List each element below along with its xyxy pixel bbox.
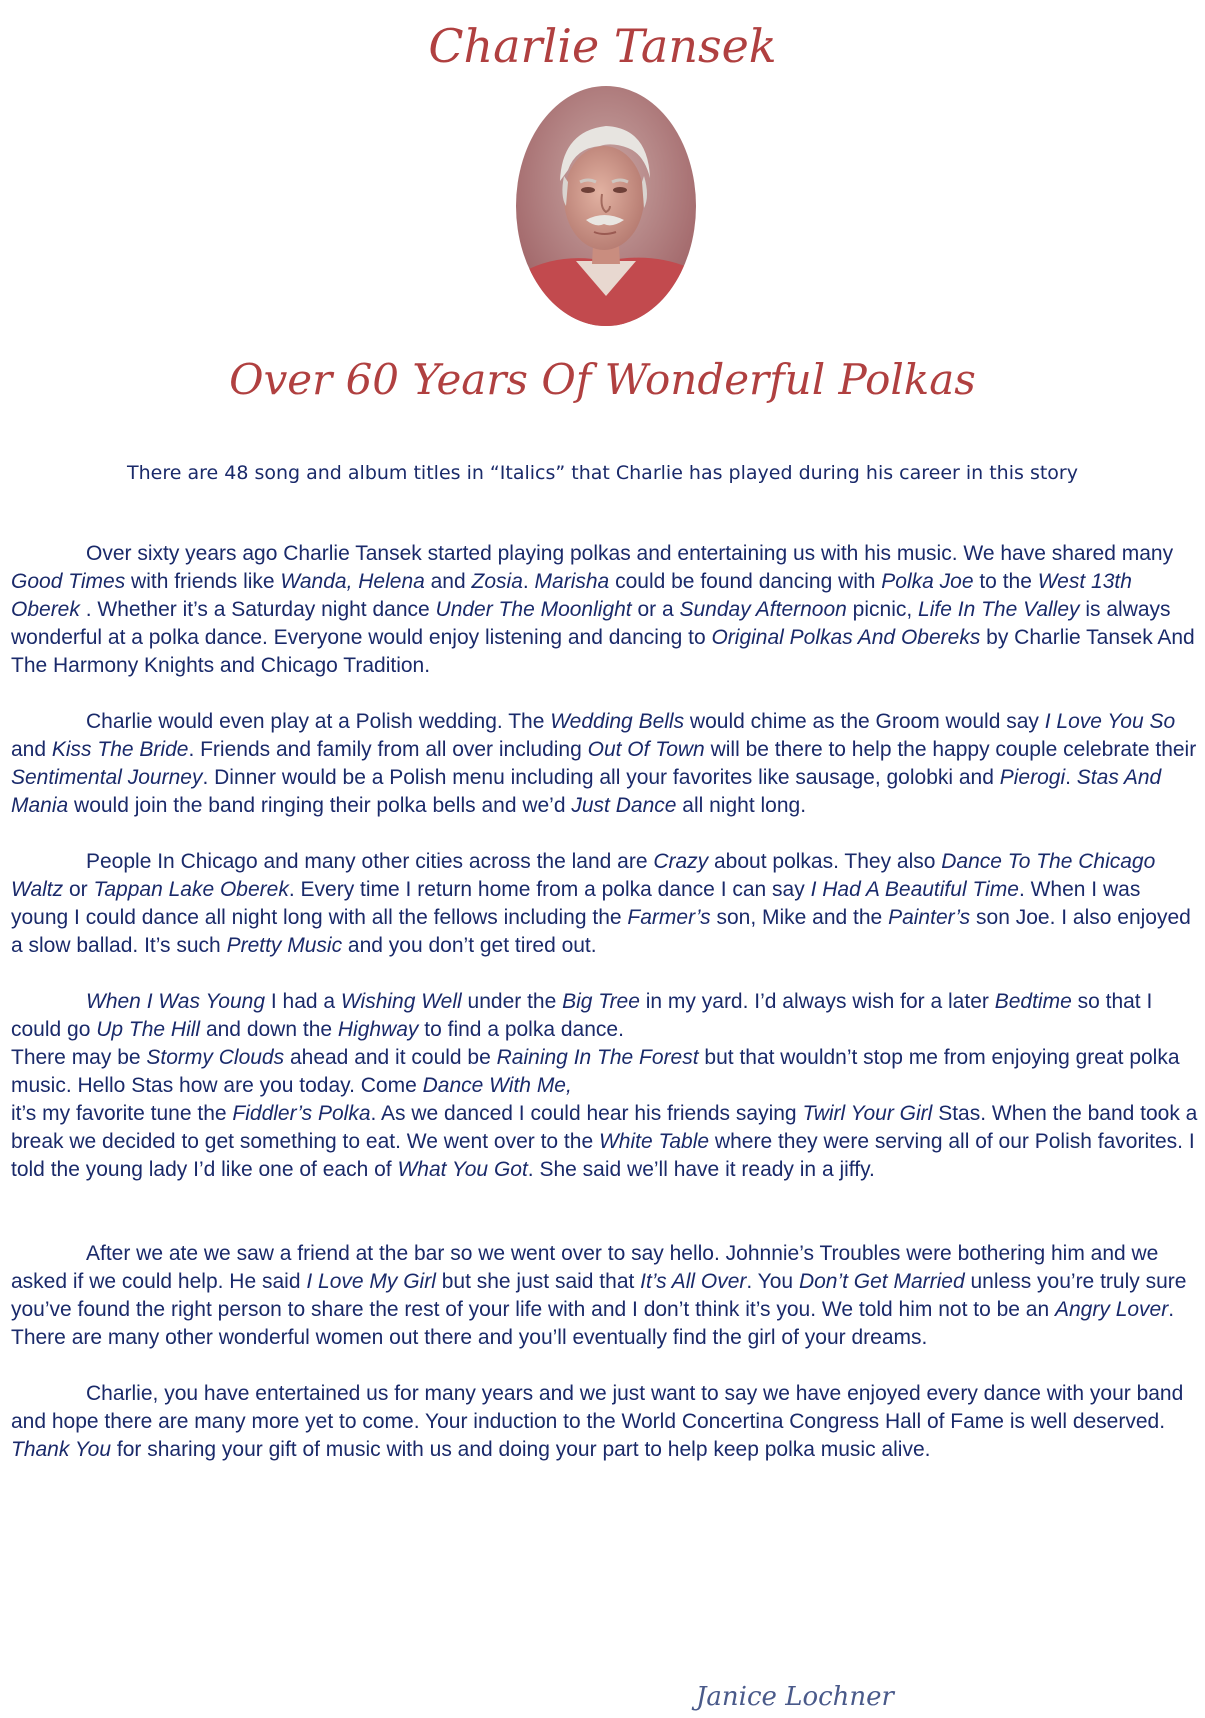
song-title: Good Times [11,570,126,593]
story-text: but she just said that [435,1270,641,1293]
song-title: Dance To The Chicago Waltz [11,850,1156,901]
song-title: Original Polkas And Obereks [711,626,981,649]
story-text: with friends like [125,570,281,593]
story-text: Charlie, you have entertained us for many years and we just want to say we have enjoyed every dance with your band and hope there are many more yet to come. Your induction to the World Concertina Congress Hall of Fame is well deserved. [11,1382,1184,1433]
story-text: and [424,570,472,593]
story-paragraph [11,988,1201,1184]
story-text: . Every time I return home from a polka dance I can say [288,878,811,901]
song-title: Kiss The Bride [51,738,189,761]
portrait-photo [516,86,696,326]
story-text: where they were serving all of our Polish favorites. I told the young lady I’d like one of each of [11,1130,1195,1181]
story-text: in my yard. I’d always wish for a later [639,990,995,1013]
song-title: West 13th Oberek [11,570,1132,621]
song-title: Bedtime [994,990,1072,1013]
story-paragraph [11,848,1201,960]
song-title: Wedding Bells [550,710,685,733]
story-text: so that I could go [11,990,1153,1041]
story-text: . [522,570,535,593]
song-title: Big Tree [562,990,640,1013]
song-title: It’s All Over [640,1270,747,1293]
song-title: Up The Hill [96,1018,201,1041]
story-text: is always wonderful at a polka dance. Everyone would enjoy listening and dancing to [11,598,1171,649]
story-text: ahead and it could be [284,1046,497,1069]
song-title: Wishing Well [340,990,462,1013]
story-text: about polkas. They also [708,850,942,873]
song-title: Marisha [534,570,610,593]
story-text: Stas. When the band took a break we decided to get something to eat. We went over to the [11,1102,1198,1153]
song-title: Zosia [471,570,523,593]
song-title: Stormy Clouds [146,1046,285,1069]
song-title: I Love You So [1044,710,1176,733]
story-text: son, Mike and the [710,906,889,929]
story-paragraph [11,708,1201,820]
song-title: Farmer’s [627,906,711,929]
story-text: . Whether it’s a Saturday night dance [79,598,436,621]
song-title: Dance With Me, [422,1074,572,1097]
song-title: Tappan Lake Oberek [93,878,289,901]
story-text: or a [631,598,680,621]
song-title: Polka Joe [881,570,974,593]
song-title: Painter’s [888,906,971,929]
story-text: . She said we’ll have it ready in a jiffy. [527,1158,875,1181]
story-paragraph [11,1240,1201,1352]
signature: Janice Lochner [696,1682,894,1712]
song-title: Crazy [653,850,709,873]
story-text: After we ate we saw a friend at the bar so we went over to say hello. Johnnie’s Troubles were bothering him and we asked if we could help. He said [11,1242,1159,1293]
song-title: I Love My Girl [306,1270,436,1293]
story-text: . You [746,1270,799,1293]
story-text: it’s my favorite tune the [11,1102,233,1125]
story-text: but that wouldn’t stop me from enjoying great polka music. Hello Stas how are you today. Come [11,1046,1180,1097]
story-text: by Charlie Tansek And The Harmony Knights and Chicago Tradition. [11,626,1195,677]
song-title: Life In The Valley [918,598,1080,621]
story-text: . Friends and family from all over including [188,738,588,761]
story-text: . [1065,766,1077,789]
story-text: would chime as the Groom would say [684,710,1045,733]
story-text: and you don’t get tired out. [342,934,597,957]
story-text: . Dinner would be a Polish menu including all your favorites like sausage, golobki and [202,766,1000,789]
story-text: . There are many other wonderful women out there and you’ll eventually find the girl of your dreams. [11,1298,1175,1349]
story-body [11,540,1201,1464]
story-text: Over sixty years ago Charlie Tansek started playing polkas and entertaining us with his music. We have shared many [86,542,1174,565]
story-text: for sharing your gift of music with us and doing your part to help keep polka music alive. [111,1438,931,1461]
italics-note: There are 48 song and album titles in “Italics” that Charlie has played during his career in this story [127,462,1078,484]
story-text: and [11,738,52,761]
story-text: People In Chicago and many other cities across the land are [86,850,654,873]
song-title: What You Got [397,1158,528,1181]
song-title: Stas And Mania [11,766,1162,817]
song-title: Pierogi [999,766,1066,789]
story-text: son Joe. I also enjoyed a slow ballad. It’s such [11,906,1191,957]
song-title: Thank You [11,1438,112,1461]
story-text: under the [461,990,563,1013]
song-title: Wanda, Helena [280,570,425,593]
story-text: to find a polka dance. [418,1018,624,1041]
song-title: Raining In The Forest [496,1046,699,1069]
story-text: all night long. [676,794,807,817]
song-title: I Had A Beautiful Time [810,878,1019,901]
story-text: . As we danced I could hear his friends saying [370,1102,803,1125]
story-text: would join the band ringing their polka bells and we’d [68,794,572,817]
story-paragraph [11,1380,1201,1464]
story-text: and down the [200,1018,338,1041]
story-text: could be found dancing with [609,570,882,593]
song-title: Sunday Afternoon [679,598,847,621]
song-title: Angry Lover [1055,1298,1169,1321]
song-title: Sentimental Journey [11,766,203,789]
song-title: Don’t Get Married [798,1270,965,1293]
story-paragraph [11,540,1201,680]
page-subtitle: Over 60 Years Of Wonderful Polkas [229,355,976,404]
story-text: There may be [11,1046,147,1069]
song-title: Highway [337,1018,419,1041]
song-title: Out Of Town [587,738,705,761]
story-text: unless you’re truly sure you’ve found the right person to share the rest of your life with and I don’t think it’s you. We told him not to be an [11,1270,1187,1321]
song-title: Under The Moonlight [435,598,632,621]
page-title: Charlie Tansek [428,19,777,73]
song-title: Pretty Music [226,934,343,957]
portrait-image [516,86,696,326]
story-text: . When I was young I could dance all night long with all the fellows including the [11,878,1141,929]
song-title: White Table [598,1130,710,1153]
story-text: I had a [265,990,341,1013]
story-text: Charlie would even play at a Polish wedding. The [86,710,551,733]
story-text: will be there to help the happy couple celebrate their [704,738,1197,761]
song-title: Just Dance [571,794,677,817]
song-title: Fiddler’s Polka [232,1102,371,1125]
story-text: to the [973,570,1038,593]
song-title: Twirl Your Girl [802,1102,933,1125]
song-title: When I Was Young [86,990,266,1013]
story-text: or [63,878,94,901]
story-text: picnic, [846,598,919,621]
